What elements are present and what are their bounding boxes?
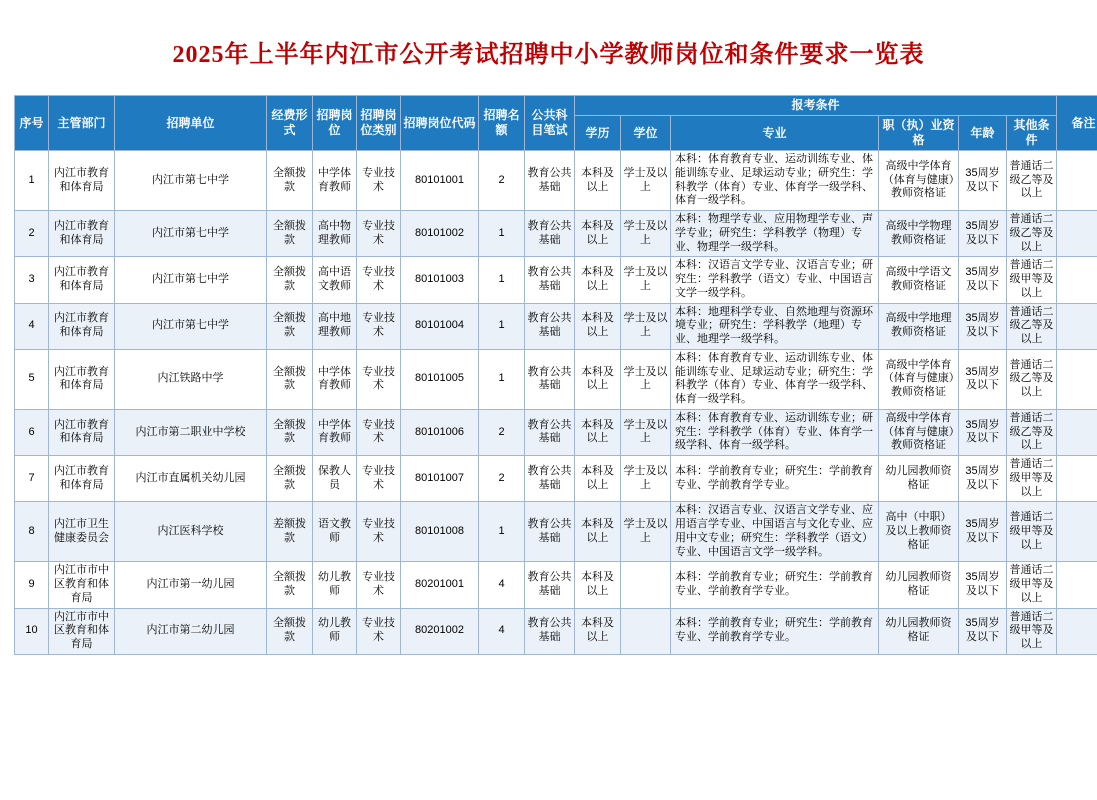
cell-code: 80101002 [401,211,479,257]
cell-fund: 全额拨款 [267,151,313,211]
cell-code: 80101008 [401,502,479,562]
th-num: 招聘名额 [479,96,525,151]
cell-exam: 教育公共基础 [525,211,575,257]
cell-post: 幼儿教师 [313,608,357,654]
th-major: 专业 [671,116,879,151]
cell-major: 本科：学前教育专业；研究生：学前教育专业、学前教育学专业。 [671,608,879,654]
th-group-conditions: 报考条件 [575,96,1057,116]
cell-type: 专业技术 [357,456,401,502]
cell-degree: 学士及以上 [621,151,671,211]
cell-dept: 内江市教育和体育局 [49,409,115,455]
cell-major: 本科：学前教育专业；研究生：学前教育专业、学前教育学专业。 [671,456,879,502]
cell-no: 6 [15,409,49,455]
cell-cert: 高级中学语文教师资格证 [879,257,959,303]
th-edu: 学历 [575,116,621,151]
cell-remark [1057,349,1097,409]
cell-other: 普通话二级甲等及以上 [1007,608,1057,654]
cell-post: 高中语文教师 [313,257,357,303]
cell-no: 3 [15,257,49,303]
cell-type: 专业技术 [357,409,401,455]
cell-type: 专业技术 [357,211,401,257]
cell-type: 专业技术 [357,303,401,349]
cell-age: 35周岁及以下 [959,211,1007,257]
cell-fund: 全额拨款 [267,608,313,654]
table-row [15,211,1097,257]
cell-unit: 内江市第七中学 [115,211,267,257]
cell-age: 35周岁及以下 [959,303,1007,349]
cell-remark [1057,456,1097,502]
cell-age: 35周岁及以下 [959,409,1007,455]
cell-edu: 本科及以上 [575,151,621,211]
cell-fund: 全额拨款 [267,562,313,608]
cell-no: 2 [15,211,49,257]
cell-remark [1057,257,1097,303]
th-type: 招聘岗位类别 [357,96,401,151]
cell-remark [1057,502,1097,562]
cell-num: 1 [479,211,525,257]
cell-unit: 内江市第七中学 [115,303,267,349]
cell-major: 本科：学前教育专业；研究生：学前教育专业、学前教育学专业。 [671,562,879,608]
cell-num: 4 [479,608,525,654]
cell-degree: 学士及以上 [621,257,671,303]
cell-other: 普通话二级乙等及以上 [1007,409,1057,455]
cell-num: 2 [479,456,525,502]
cell-post: 高中地理教师 [313,303,357,349]
cell-edu: 本科及以上 [575,211,621,257]
header-row-top [15,96,1097,116]
cell-unit: 内江市第七中学 [115,257,267,303]
cell-cert: 幼儿园教师资格证 [879,608,959,654]
table-header [15,96,1097,151]
cell-degree: 学士及以上 [621,349,671,409]
cell-unit: 内江市直属机关幼儿园 [115,456,267,502]
cell-exam: 教育公共基础 [525,303,575,349]
cell-type: 专业技术 [357,349,401,409]
cell-major: 本科：体育教育专业、运动训练专业、体能训练专业、足球运动专业；研究生：学科教学（体育）专业、体育学一级学科、体育一级学科。 [671,151,879,211]
cell-dept: 内江市卫生健康委员会 [49,502,115,562]
cell-code: 80101005 [401,349,479,409]
cell-num: 2 [479,409,525,455]
th-fund: 经费形式 [267,96,313,151]
th-degree: 学位 [621,116,671,151]
cell-age: 35周岁及以下 [959,502,1007,562]
cell-remark [1057,562,1097,608]
cell-age: 35周岁及以下 [959,562,1007,608]
th-unit: 招聘单位 [115,96,267,151]
cell-edu: 本科及以上 [575,456,621,502]
cell-unit: 内江市第一幼儿园 [115,562,267,608]
cell-cert: 幼儿园教师资格证 [879,562,959,608]
cell-fund: 全额拨款 [267,211,313,257]
cell-code: 80101004 [401,303,479,349]
cell-num: 4 [479,562,525,608]
cell-cert: 高级中学体育（体育与健康）教师资格证 [879,349,959,409]
cell-major: 本科：汉语言专业、汉语言文学专业、应用语言学专业、中国语言与文化专业、应用中文专业；研究生：学科教学（语文）专业、中国语言文学一级学科。 [671,502,879,562]
table-row [15,608,1097,654]
table-body [15,151,1097,655]
cell-dept: 内江市教育和体育局 [49,211,115,257]
cell-code: 80101001 [401,151,479,211]
cell-edu: 本科及以上 [575,257,621,303]
cell-major: 本科：物理学专业、应用物理学专业、声学专业；研究生：学科教学（物理）专业、物理学一级学科。 [671,211,879,257]
cell-dept: 内江市教育和体育局 [49,303,115,349]
cell-edu: 本科及以上 [575,303,621,349]
cell-edu: 本科及以上 [575,502,621,562]
cell-other: 普通话二级乙等及以上 [1007,211,1057,257]
cell-age: 35周岁及以下 [959,151,1007,211]
cell-dept: 内江市市中区教育和体育局 [49,608,115,654]
cell-no: 9 [15,562,49,608]
cell-dept: 内江市教育和体育局 [49,151,115,211]
cell-fund: 差额拨款 [267,502,313,562]
cell-post: 保教人员 [313,456,357,502]
cell-type: 专业技术 [357,257,401,303]
cell-age: 35周岁及以下 [959,608,1007,654]
cell-other: 普通话二级甲等及以上 [1007,257,1057,303]
cell-degree [621,562,671,608]
cell-no: 1 [15,151,49,211]
cell-exam: 教育公共基础 [525,349,575,409]
cell-code: 80101006 [401,409,479,455]
cell-code: 80201001 [401,562,479,608]
cell-degree [621,608,671,654]
cell-no: 8 [15,502,49,562]
cell-no: 4 [15,303,49,349]
table-row [15,409,1097,455]
cell-num: 1 [479,502,525,562]
cell-code: 80101007 [401,456,479,502]
cell-other: 普通话二级甲等及以上 [1007,502,1057,562]
cell-edu: 本科及以上 [575,608,621,654]
cell-major: 本科：体育教育专业、运动训练专业、体能训练专业、足球运动专业；研究生：学科教学（体育）专业、体育学一级学科、体育一级学科。 [671,349,879,409]
cell-post: 中学体育教师 [313,349,357,409]
cell-edu: 本科及以上 [575,562,621,608]
cell-remark [1057,151,1097,211]
table-row [15,257,1097,303]
cell-post: 中学体育教师 [313,409,357,455]
th-no: 序号 [15,96,49,151]
cell-code: 80201002 [401,608,479,654]
cell-num: 1 [479,303,525,349]
cell-edu: 本科及以上 [575,409,621,455]
recruitment-table [14,95,1097,655]
cell-exam: 教育公共基础 [525,257,575,303]
cell-dept: 内江市教育和体育局 [49,349,115,409]
cell-unit: 内江铁路中学 [115,349,267,409]
cell-unit: 内江市第二职业中学校 [115,409,267,455]
table-row [15,349,1097,409]
cell-age: 35周岁及以下 [959,257,1007,303]
th-exam: 公共科目笔试 [525,96,575,151]
th-dept: 主管部门 [49,96,115,151]
cell-cert: 高中（中职）及以上教师资格证 [879,502,959,562]
cell-dept: 内江市教育和体育局 [49,456,115,502]
cell-major: 本科：体育教育专业、运动训练专业；研究生：学科教学（体育）专业、体育学一级学科、体育一级学科。 [671,409,879,455]
cell-fund: 全额拨款 [267,257,313,303]
th-code: 招聘岗位代码 [401,96,479,151]
th-other: 其他条件 [1007,116,1057,151]
cell-cert: 高级中学物理教师资格证 [879,211,959,257]
th-remark: 备注 [1057,96,1097,151]
cell-degree: 学士及以上 [621,409,671,455]
cell-cert: 幼儿园教师资格证 [879,456,959,502]
cell-cert: 高级中学地理教师资格证 [879,303,959,349]
cell-other: 普通话二级甲等及以上 [1007,562,1057,608]
cell-num: 2 [479,151,525,211]
table-row [15,151,1097,211]
cell-fund: 全额拨款 [267,303,313,349]
cell-remark [1057,608,1097,654]
cell-exam: 教育公共基础 [525,409,575,455]
page-title: 2025年上半年内江市公开考试招聘中小学教师岗位和条件要求一览表 [172,42,925,68]
cell-degree: 学士及以上 [621,211,671,257]
cell-remark [1057,409,1097,455]
cell-fund: 全额拨款 [267,456,313,502]
th-age: 年龄 [959,116,1007,151]
cell-post: 幼儿教师 [313,562,357,608]
cell-cert: 高级中学体育（体育与健康）教师资格证 [879,409,959,455]
cell-dept: 内江市教育和体育局 [49,257,115,303]
cell-exam: 教育公共基础 [525,456,575,502]
cell-degree: 学士及以上 [621,303,671,349]
table-row [15,303,1097,349]
cell-type: 专业技术 [357,608,401,654]
cell-major: 本科：汉语言文学专业、汉语言专业；研究生：学科教学（语文）专业、中国语言文学一级学科。 [671,257,879,303]
cell-degree: 学士及以上 [621,502,671,562]
cell-other: 普通话二级乙等及以上 [1007,349,1057,409]
cell-other: 普通话二级乙等及以上 [1007,303,1057,349]
cell-type: 专业技术 [357,151,401,211]
cell-cert: 高级中学体育（体育与健康）教师资格证 [879,151,959,211]
cell-type: 专业技术 [357,502,401,562]
cell-exam: 教育公共基础 [525,608,575,654]
cell-fund: 全额拨款 [267,409,313,455]
cell-unit: 内江市第七中学 [115,151,267,211]
cell-unit: 内江市第二幼儿园 [115,608,267,654]
th-cert: 职（执）业资格 [879,116,959,151]
cell-major: 本科：地理科学专业、自然地理与资源环境专业；研究生：学科教学（地理）专业、地理学一级学科。 [671,303,879,349]
cell-type: 专业技术 [357,562,401,608]
cell-no: 7 [15,456,49,502]
cell-edu: 本科及以上 [575,349,621,409]
cell-post: 高中物理教师 [313,211,357,257]
cell-age: 35周岁及以下 [959,349,1007,409]
th-post: 招聘岗位 [313,96,357,151]
cell-unit: 内江医科学校 [115,502,267,562]
cell-exam: 教育公共基础 [525,151,575,211]
cell-remark [1057,211,1097,257]
cell-degree: 学士及以上 [621,456,671,502]
cell-num: 1 [479,349,525,409]
cell-fund: 全额拨款 [267,349,313,409]
cell-post: 中学体育教师 [313,151,357,211]
cell-no: 5 [15,349,49,409]
cell-code: 80101003 [401,257,479,303]
table-row [15,502,1097,562]
cell-exam: 教育公共基础 [525,502,575,562]
table-row [15,456,1097,502]
cell-exam: 教育公共基础 [525,562,575,608]
cell-age: 35周岁及以下 [959,456,1007,502]
cell-remark [1057,303,1097,349]
cell-dept: 内江市市中区教育和体育局 [49,562,115,608]
cell-other: 普通话二级甲等及以上 [1007,456,1057,502]
cell-no: 10 [15,608,49,654]
cell-other: 普通话二级乙等及以上 [1007,151,1057,211]
cell-post: 语文教师 [313,502,357,562]
table-row [15,562,1097,608]
cell-num: 1 [479,257,525,303]
